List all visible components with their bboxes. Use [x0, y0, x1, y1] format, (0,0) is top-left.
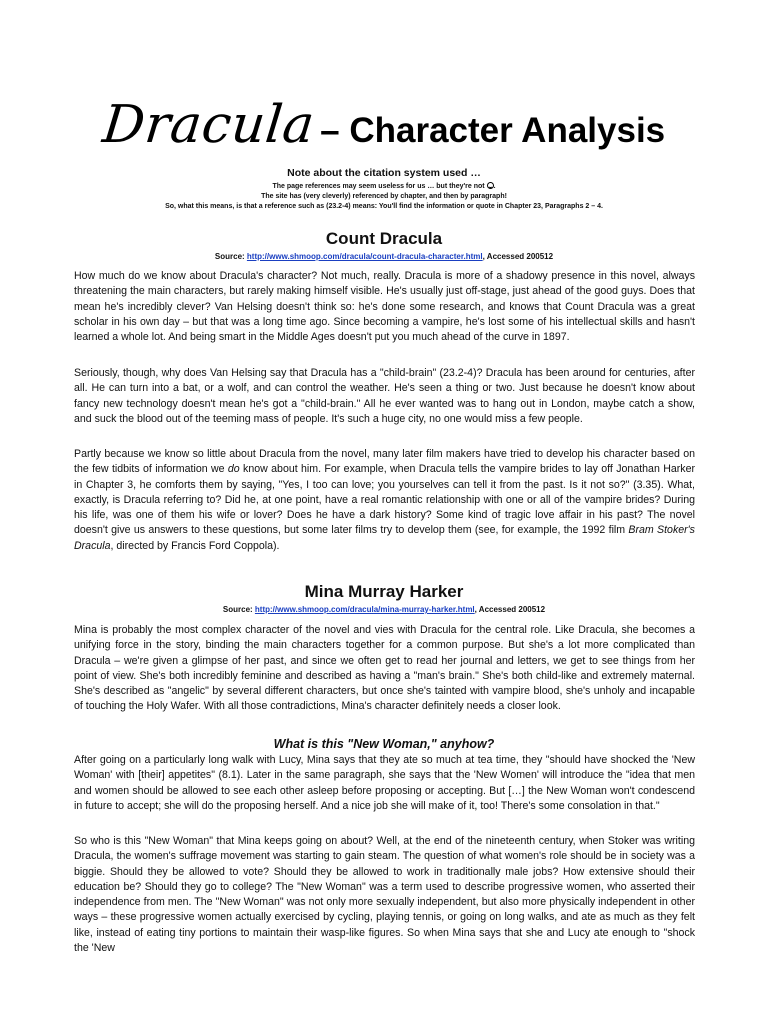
page-title [0, 95, 768, 155]
source-link-count-dracula[interactable]: http://www.shmoop.com/dracula/count-dracula-character.html [246, 252, 483, 261]
citation-note-line-2: The site has (very cleverly) referenced by chapter, and then by paragraph! [261, 193, 507, 200]
title-dracula: Dracula [99, 95, 318, 155]
citation-note [0, 167, 768, 212]
smiley-icon [487, 182, 494, 189]
section-title-count-dracula: Count Dracula [325, 229, 443, 248]
citation-note-line-1: The page references may seem useless for us … but they're not . [272, 183, 496, 190]
section-title-mina: Mina Murray Harker [304, 582, 464, 601]
paragraph-mina-1: Mina is probably the most complex character of the novel and vies with Dracula for the central role. Like Dracula, she becomes a unifying force in the story, binding the main characters together for a common purpose. But she's a lot more complicated than Dracula – we're given a glimpse of her past, and since we often get to read her journal and letters, we get to see things from her point of view. She's both incredibly feminine and described as having a "man's brain." She's both child-like and extremely maternal. She's described as "angelic" by several different characters, but once she's tainted with vampire blood, she's unholy and incapable of touching the Holy Wafer. With all those contradictions, Mina's character definitely needs a closer look. [74, 624, 695, 713]
paragraph-mina-2: After going on a particularly long walk with Lucy, Mina says that they ate so much at tea time, they "should have shocked the 'New Woman' with [their] appetites" (8.1). Later in the same paragraph, she says that the 'New Women' will introduce the "idea that men and women should be allowed to see each other asleep before proposing or accepting. But […] the New Woman won't condescend in future to accept; she will do the proposing herself. And a nice job she will make of it, too! There's some consolation in that." [74, 754, 695, 812]
paragraph-count-2: Seriously, though, why does Van Helsing say that Dracula has a "child-brain" (23.2-4)? Dracula has been around for centuries, after all. He can turn into a bat, or a wolf, and can control the weather. He's seen a thing or two. Just because he doesn't know about fancy new technology doesn't mean he's got a "child-brain." All he ever wanted was to hang out in London, maybe catch a show, and suck the blood out of the teeming mass of people. It's such a huge city, no one would miss a few people. [74, 367, 695, 425]
citation-note-line-3: So, what this means, is that a reference such as (23.2-4) means: You'll find the information or quote in Chapter 23, Paragraphs 2 – 4. [165, 203, 603, 210]
paragraph-mina-3: So who is this "New Woman" that Mina keeps going on about? Well, at the end of the nineteenth century, when Stoker was writing Dracula, the women's suffrage movement was starting to gain steam. The question of what women's role should be in society was a biggie. Should they be allowed to vote? Should they be allowed to work in traditionally male jobs? How extensive should their education be? Should they go to college? The "New Woman" was a term used to describe progressive women, who asserted their independence from men. The "New Woman" was not only more sexually independent, but also more physically independent in other ways – these progressive women actually exercised by cycling, playing tennis, or going on long walks, and ate as much as they felt like, instead of eating tiny portions to maintain their wasp-like figures. So when Mina says that she and Lucy ate enough to "shock the 'New [74, 835, 695, 955]
paragraph-count-1: How much do we know about Dracula's character? Not much, really. Dracula is more of a shadowy presence in this novel, always threatening the main characters, but rarely making himself visible. He's usually just off-stage, just ahead of the good guys. Does that mean he's incredibly clever? Van Helsing doesn't think so: he's done some research, and knows that Count Dracula was a great scholar in his own day – but that was a long time ago. Since becoming a vampire, he's lost some of his intellectual skills and hasn't learned a whole lot. And being smart in the Middle Ages doesn't put you much ahead of the curve in 1897. [74, 270, 695, 344]
subheading-new-woman: What is this "New Woman," anyhow? [273, 737, 495, 751]
source-mina: Source: http://www.shmoop.com/dracula/mina-murray-harker.html, Accessed 200512 [222, 605, 546, 614]
source-link-mina[interactable]: http://www.shmoop.com/dracula/mina-murray-harker.html [254, 605, 475, 614]
title-rest: – Character Analysis [320, 111, 666, 150]
source-count-dracula: Source: http://www.shmoop.com/dracula/count-dracula-character.html, Accessed 200512 [214, 252, 554, 261]
citation-note-heading: Note about the citation system used … [287, 167, 481, 179]
paragraph-count-3: Partly because we know so little about Dracula from the novel, many later film makers have tried to develop his character based on the few tidbits of information we do know about him. For example, when Dracula tells the vampire brides to lay off Jonathan Harker in Chapter 3, he comforts them by saying, "Yes, I too can love; you yourselves can tell it from the past. Is it not so?" (3.35). What, exactly, is Dracula referring to? Did he, at one point, have a real romantic relationship with one or all of the vampire brides? During his life, was one of them his wife or lover? Does he have a dark history? Some kind of tragic love affair in his past? The novel doesn't give us answers to these questions, but some later films try to develop them (see, for example, the 1992 film Bram Stoker's Dracula, directed by Francis Ford Coppola). [74, 448, 695, 552]
